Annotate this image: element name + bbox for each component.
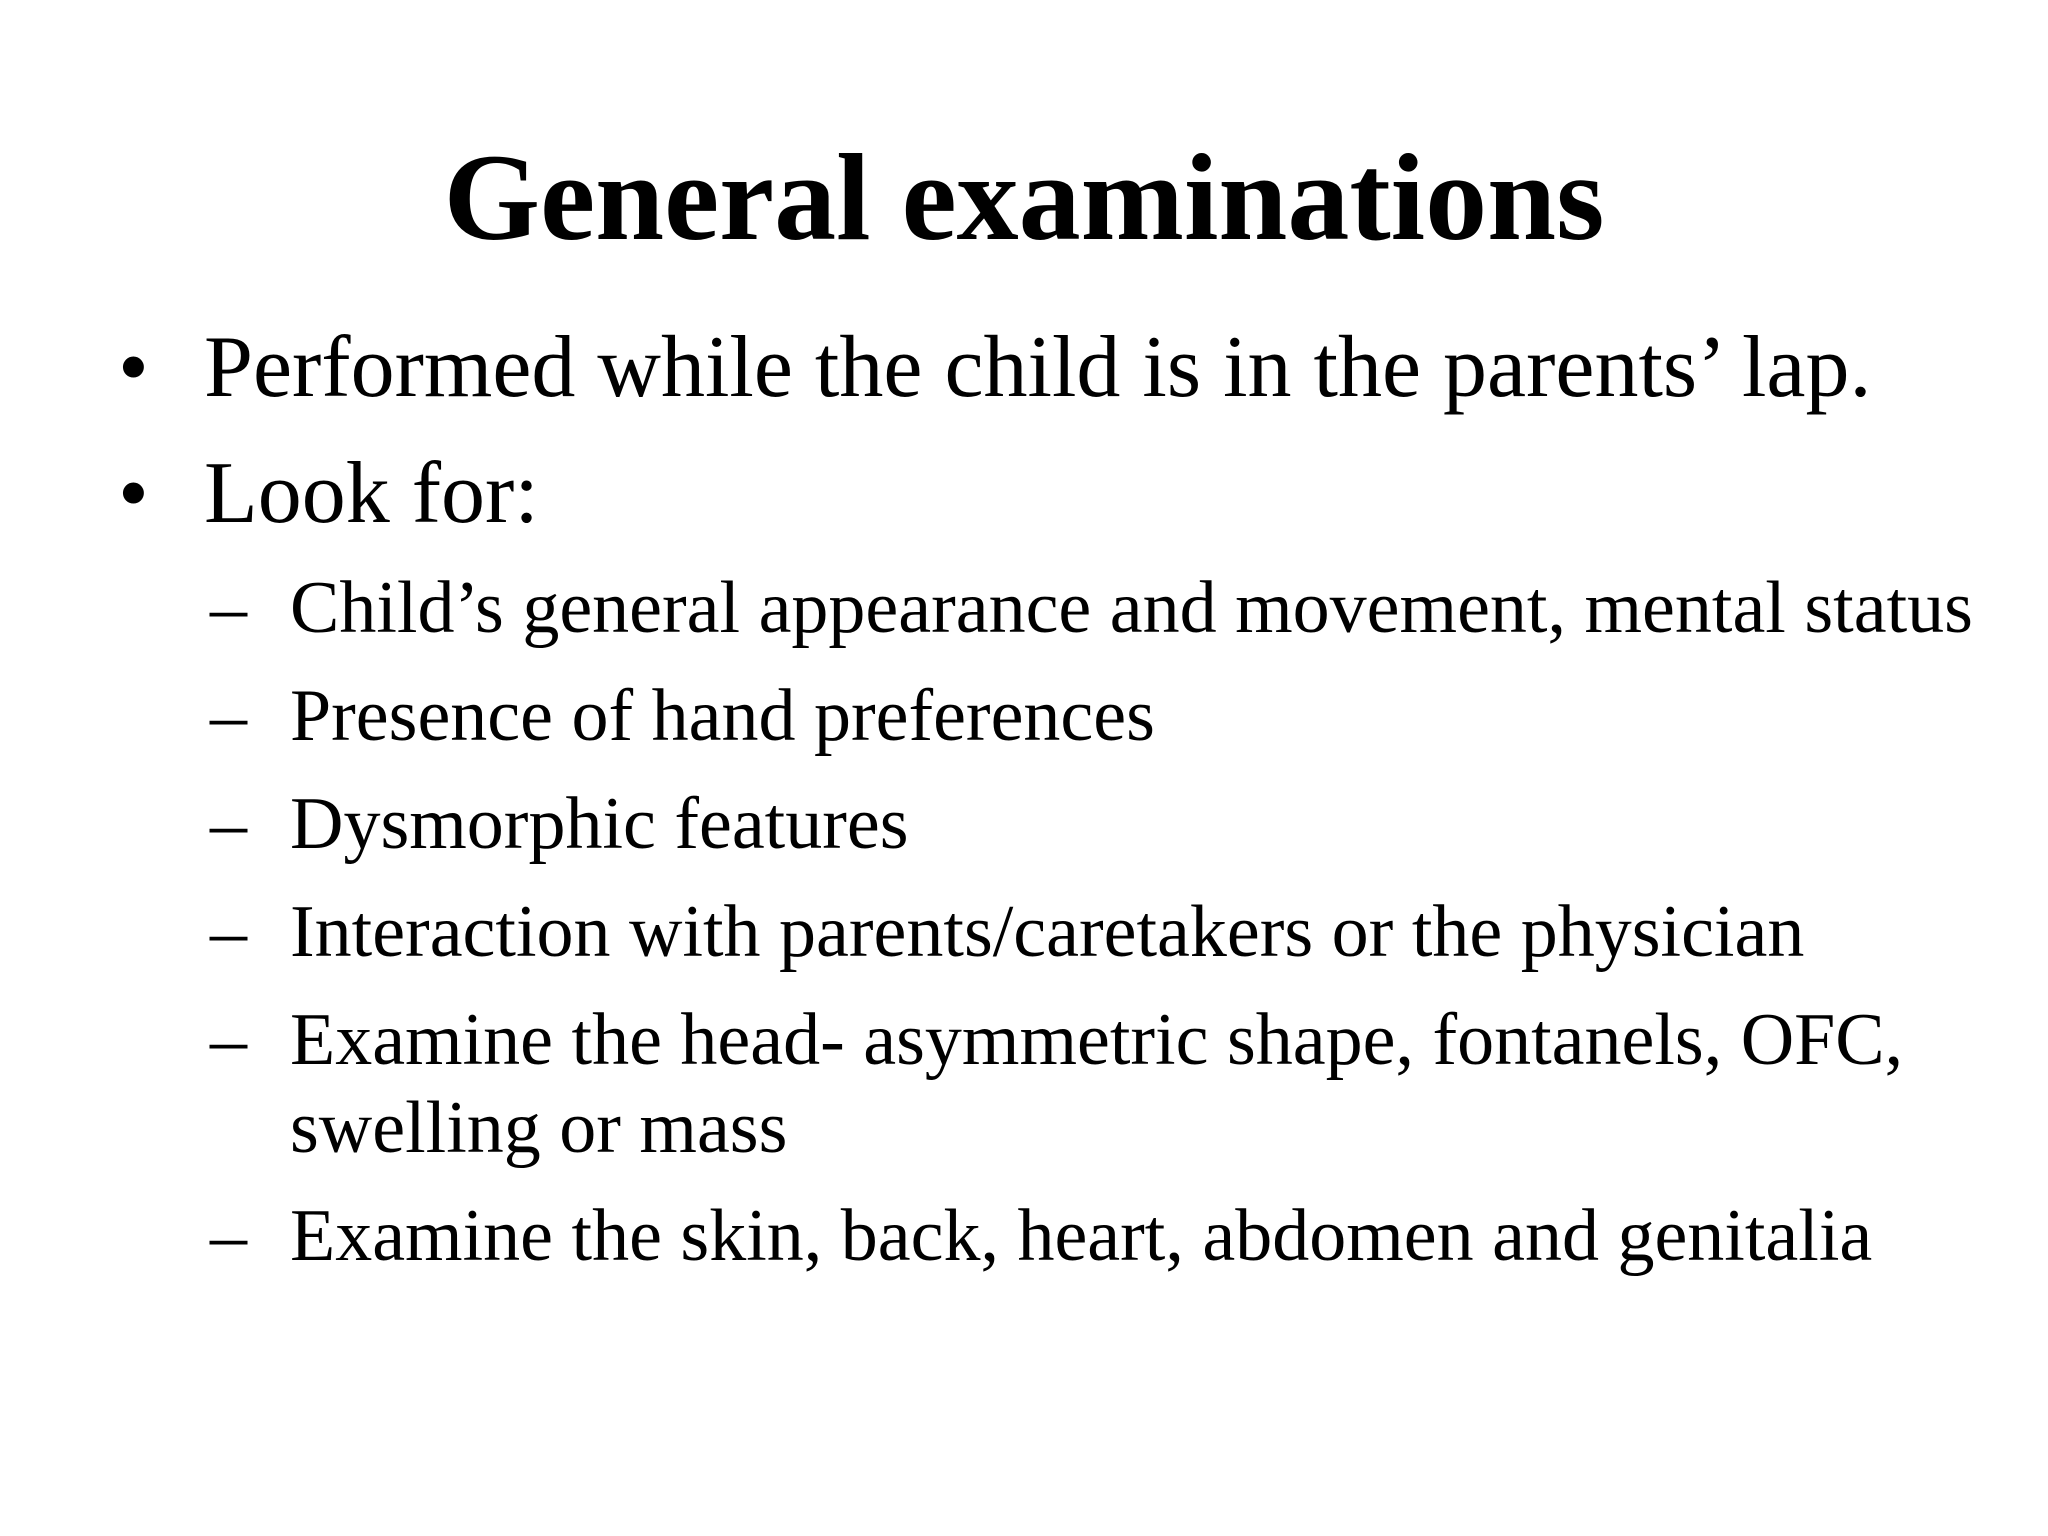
sub-bullet-text: Child’s general appearance and movement, mental status [290,567,1973,649]
sub-bullet-item [210,672,1998,760]
bullet-item [118,318,1998,418]
bullet-text: Performed while the child is in the parents’ lap. [204,319,1872,416]
sub-bullet-text: Examine the skin, back, heart, abdomen and genitalia [290,1195,1873,1277]
slide-content [118,318,1998,1300]
sub-bullet-marker: – [210,567,247,649]
sub-bullet-marker: – [210,999,247,1081]
sub-bullet-item [210,564,1998,652]
sub-bullet-marker: – [210,1195,247,1277]
sub-bullet-marker: – [210,783,247,865]
sub-bullet-item [210,780,1998,868]
bullet-text: Look for: [204,445,539,542]
sub-bullet-marker: – [210,675,247,757]
sub-bullet-text: Presence of hand preferences [290,675,1155,757]
sub-bullet-text: Interaction with parents/caretakers or the physician [290,891,1805,973]
slide-title: General examinations [443,129,1605,266]
sub-bullet-text: Dysmorphic features [290,783,909,865]
sub-bullet-item [210,1192,1998,1280]
sub-bullet-marker: – [210,891,247,973]
bullet-marker: • [118,445,149,542]
sub-bullet-text: Examine the head- asymmetric shape, fontanels, OFC, swelling or mass [290,999,1904,1169]
sub-bullet-list [118,564,1998,1280]
bullet-marker: • [118,319,149,416]
sub-bullet-item [210,888,1998,976]
bullet-item [118,444,1998,544]
sub-bullet-item [210,996,1998,1172]
